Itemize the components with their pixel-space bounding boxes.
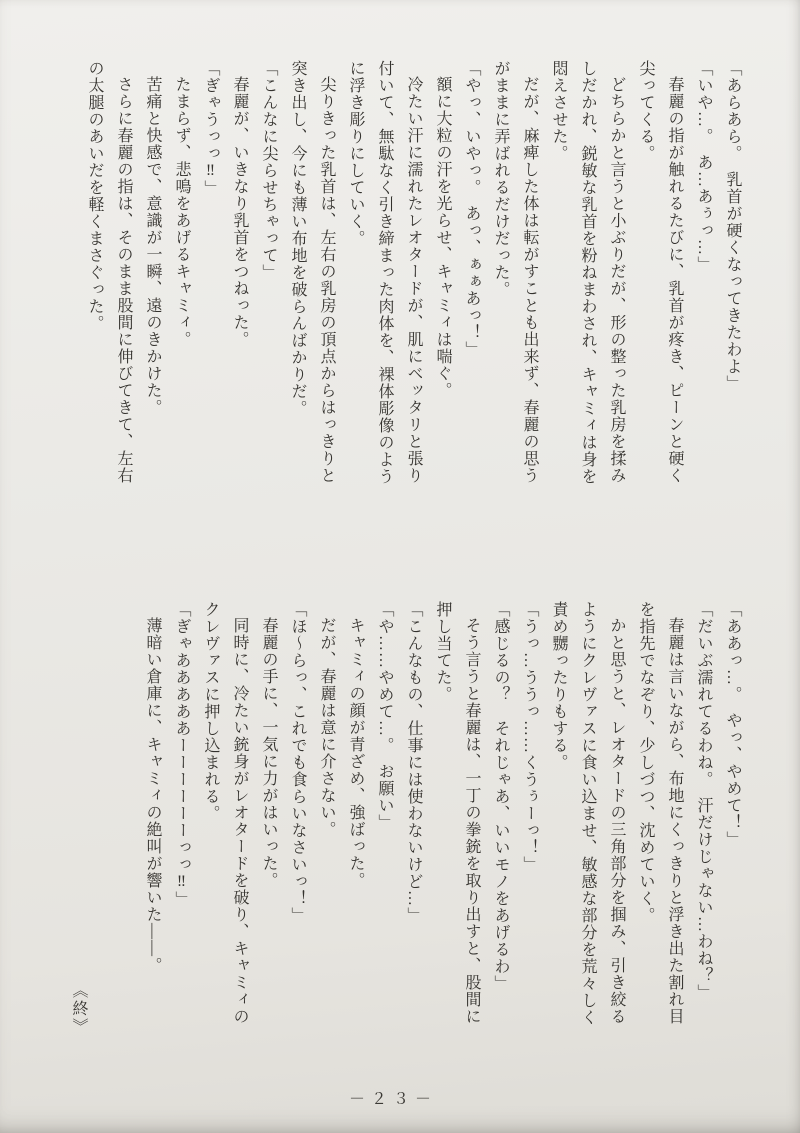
text-line: がままに弄ばれるだけだった。 bbox=[492, 60, 509, 298]
text-line: の太腿のあいだを軽くまさぐった。 bbox=[86, 60, 103, 332]
text-line: だが、春麗は意に介さない。 bbox=[318, 617, 335, 838]
page-number: －２３－ bbox=[348, 1091, 437, 1109]
text-line: 「だいぶ濡れてるわね。 汗だけじゃない…わね？」 bbox=[695, 601, 712, 1001]
text-line: に浮き彫りにしていく。 bbox=[347, 60, 364, 247]
text-line: 冷たい汗に濡れたレオタードが、肌にベッタリと張り bbox=[405, 76, 422, 484]
text-line: ようにクレヴァスに食い込ませ、敏感な部分を荒々しく bbox=[579, 601, 596, 1026]
text-line: 春麗の手に、一気に力がはいった。 bbox=[260, 617, 277, 889]
text-line: 同時に、冷たい銃身がレオタードを破り、キャミィの bbox=[231, 617, 248, 1025]
text-line: 尖りきった乳首は、左右の乳房の頂点からはっきりと bbox=[318, 76, 335, 484]
text-line: 悶えさせた。 bbox=[550, 60, 567, 162]
text-line: 付いて、無駄なく引き締まった肉体を、裸体彫像のよう bbox=[376, 60, 393, 485]
text-line: 苦痛と快感で、意識が一瞬、遠のきかけた。 bbox=[144, 76, 161, 416]
text-line: 「こんなに尖らせちゃって」 bbox=[260, 60, 277, 281]
text-line: 責め嬲ったりもする。 bbox=[550, 601, 567, 771]
text-line: 「ああっ…。 やっ、やめて！」 bbox=[724, 601, 741, 848]
text-line: 春麗の指が触れるたびに、乳首が疼き、ピーンと硬く bbox=[666, 76, 683, 484]
text-line: 春麗は言いながら、布地にくっきりと浮き出た割れ目 bbox=[666, 617, 683, 1025]
text-line: 薄暗い倉庫に、キャミィの絶叫が響いた――。 bbox=[144, 617, 161, 974]
text-line: 「ほ～らっ、これでも食らいなさいっ！」 bbox=[289, 601, 306, 924]
text-line: たまらず、悲鳴をあげるキャミィ。 bbox=[173, 76, 190, 348]
text-line: 「感じるの？ それじゃあ、いいモノをあげるわ」 bbox=[492, 601, 509, 992]
text-line: 「いや…。 あ…あぅっ…」 bbox=[695, 60, 712, 273]
top-text-block bbox=[80, 60, 747, 544]
text-line: 尖ってくる。 bbox=[637, 60, 654, 162]
text-line: かと思うと、レオタードの三角部分を掴み、引き絞る bbox=[608, 617, 625, 1025]
text-line: キャミィの顔が青ざめ、強ばった。 bbox=[347, 617, 364, 889]
text-line: 春麗が、いきなり乳首をつねった。 bbox=[231, 76, 248, 348]
text-line: 「こんなもの、仕事には使わないけど…」 bbox=[405, 601, 422, 924]
text-line: そう言うと春麗は、一丁の拳銃を取り出すと、股間に bbox=[463, 617, 480, 1025]
bottom-text-block bbox=[138, 601, 747, 1053]
text-line: さらに春麗の指は、そのまま股間に伸びてきて、左右 bbox=[115, 76, 132, 484]
text-line: 「や……やめて…。 お願い」 bbox=[376, 601, 393, 831]
text-line: 「ぎゃうっっ‼」 bbox=[202, 60, 219, 197]
text-line: だが、麻痺した体は転がすことも出来ず、春麗の思う bbox=[521, 76, 538, 484]
end-mark: 《終》 bbox=[70, 982, 87, 1036]
text-line: 「あらあら。 乳首が硬くなってきたわよ」 bbox=[724, 60, 741, 392]
text-line: 「やっ、いやっ。 あっ、ぁぁあっ！」 bbox=[463, 60, 480, 358]
text-line: 突き出し、今にも薄い布地を破らんばかりだ。 bbox=[289, 60, 306, 417]
text-line: どちらかと言うと小ぶりだが、形の整った乳房を揉み bbox=[608, 76, 625, 484]
text-line: 押し当てた。 bbox=[434, 601, 451, 703]
text-line: 「ぎゃあああああーーーーーーっっ‼」 bbox=[173, 601, 190, 908]
text-line: クレヴァスに押し込まれる。 bbox=[202, 601, 219, 822]
text-line: 「うっ…ううっ……くうぅーっ！」 bbox=[521, 601, 538, 873]
text-line: 額に大粒の汗を光らせ、キャミィは喘ぐ。 bbox=[434, 76, 451, 399]
text-line: しだかれ、鋭敏な乳首を粉ねまわされ、キャミィは身を bbox=[579, 60, 596, 485]
text-line: を指先でなぞり、少しづつ、沈めていく。 bbox=[637, 601, 654, 924]
